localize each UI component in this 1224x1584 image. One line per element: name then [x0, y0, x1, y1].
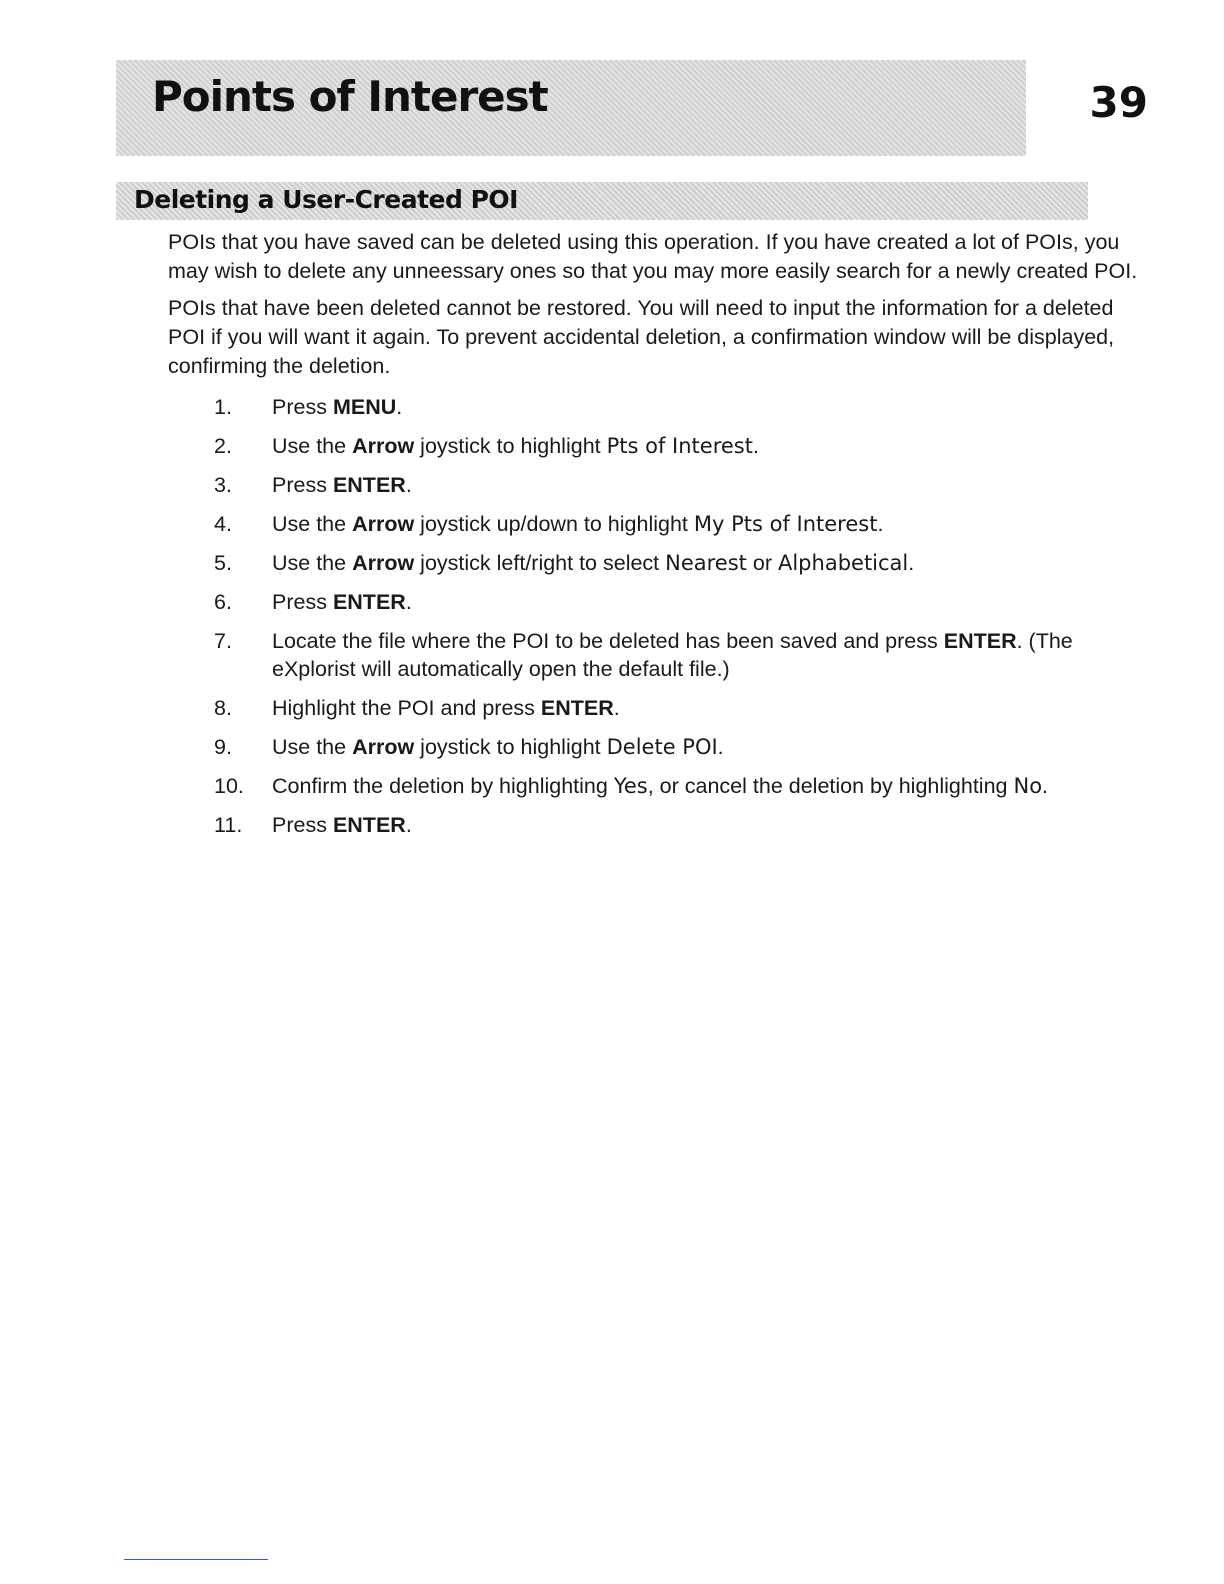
step-number: 4.: [214, 512, 232, 536]
list-item: [168, 588, 1148, 616]
step-number: 1.: [214, 395, 232, 419]
step-number: 5.: [214, 551, 232, 575]
list-item: [168, 432, 1148, 460]
step-text: Press ENTER.: [272, 473, 412, 497]
step-text: Use the Arrow joystick up/down to highlight My Pts of Interest.: [272, 512, 884, 536]
list-item: [168, 393, 1148, 421]
step-text: Use the Arrow joystick left/right to select Nearest or Alphabetical.: [272, 551, 915, 575]
step-number: 10.: [214, 774, 244, 798]
step-text: Press ENTER.: [272, 590, 412, 614]
warning-paragraph: POIs that have been deleted cannot be restored. You will need to input the information for a deleted POI if you will want it again. To prevent accidental deletion, a confirmation window will be displayed, confirming the deletion.: [168, 296, 1115, 378]
list-item: [168, 510, 1148, 538]
instruction-list: [168, 393, 1148, 839]
step-number: 7.: [214, 629, 232, 653]
list-item: [168, 811, 1148, 839]
list-item: [168, 733, 1148, 761]
step-number: 11.: [214, 813, 243, 837]
step-number: 2.: [214, 434, 232, 458]
chapter-title: Points of Interest: [152, 72, 548, 121]
footer-rule: [124, 1559, 268, 1560]
section-title: Deleting a User-Created POI: [134, 185, 518, 214]
step-text: Locate the file where the POI to be deleted has been saved and press ENTER. (The eXplorist will automatically open the default file.): [272, 629, 1073, 681]
list-item: [168, 471, 1148, 499]
page-body: [168, 228, 1148, 850]
step-text: Confirm the deletion by highlighting Yes, or cancel the deletion by highlighting No.: [272, 774, 1049, 798]
list-item: [168, 772, 1148, 800]
step-text: Use the Arrow joystick to highlight Pts of Interest.: [272, 434, 759, 458]
step-number: 8.: [214, 696, 232, 720]
step-number: 3.: [214, 473, 232, 497]
page-number: 39: [1089, 78, 1148, 127]
step-text: Press ENTER.: [272, 813, 412, 837]
list-item: [168, 694, 1148, 722]
list-item: [168, 627, 1148, 683]
step-text: Press MENU.: [272, 395, 403, 419]
step-number: 9.: [214, 735, 232, 759]
list-item: [168, 549, 1148, 577]
step-text: Use the Arrow joystick to highlight Delete POI.: [272, 735, 724, 759]
step-text: Highlight the POI and press ENTER.: [272, 696, 620, 720]
intro-paragraph: POIs that you have saved can be deleted using this operation. If you have created a lot of POIs, you may wish to delete any unneessary ones so that you may more easily search for a newly created POI.: [168, 230, 1138, 283]
step-number: 6.: [214, 590, 232, 614]
